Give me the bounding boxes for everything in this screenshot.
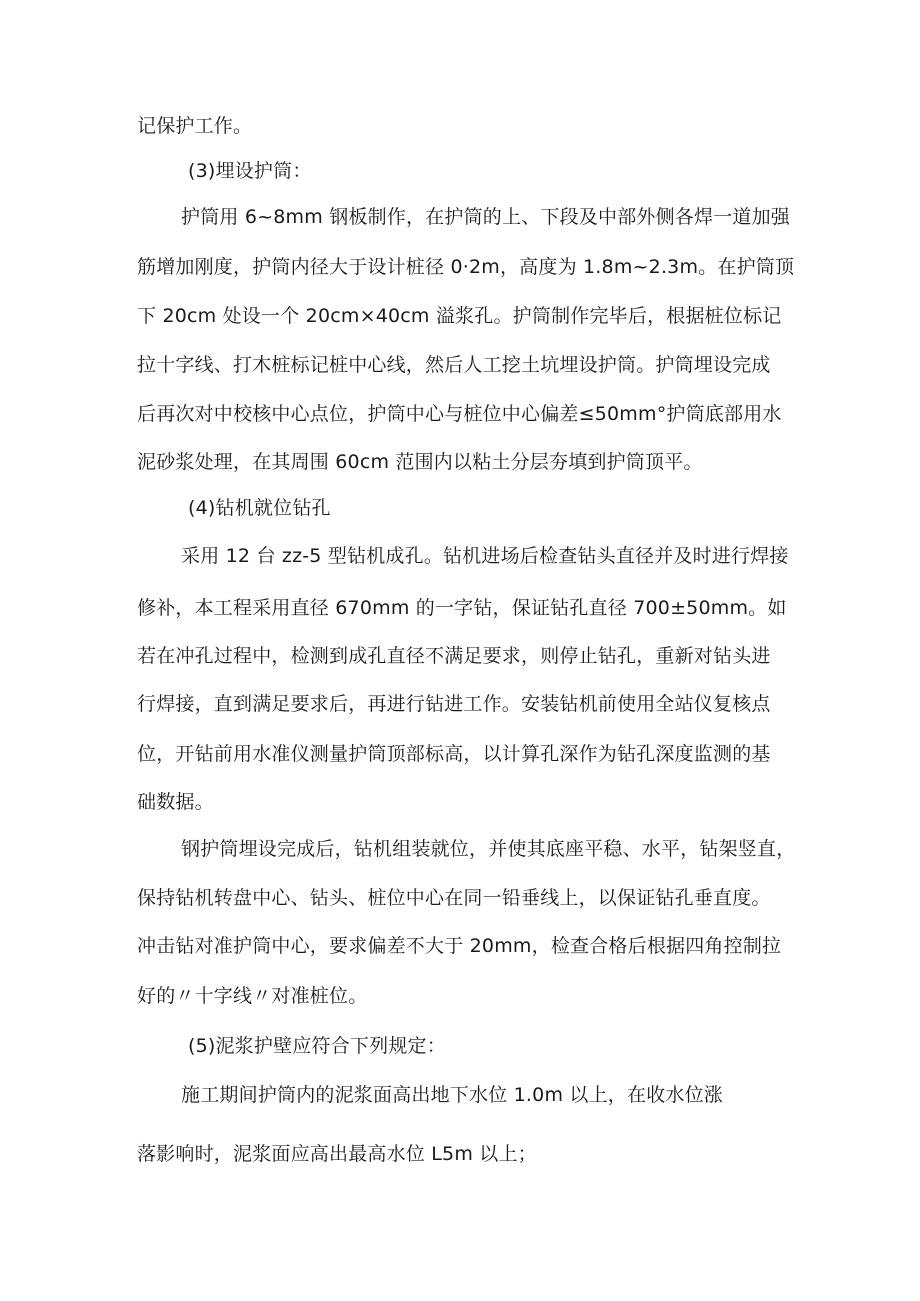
section-heading-3: (3)埋设护筒： (188, 160, 312, 182)
text-line: 下 20cm 处设一个 20cm×40cm 溢浆孔。护筒制作完毕后，根据桩位标记 (137, 305, 782, 327)
text-line: 修补，本工程采用直径 670mm 的一字钻，保证钻孔直径 700±50mm。如 (137, 597, 787, 619)
text-line: 泥砂浆处理，在其周围 60cm 范围内以粘土分层夯填到护筒顶平。 (137, 451, 703, 473)
text-line: 记保护工作。 (137, 115, 253, 137)
text-line: 拉十字线、打木桩标记桩中心线，然后人工挖土坑埋设护筒。护筒埋设完成 (137, 354, 771, 376)
text-line: 保持钻机转盘中心、钻头、桩位中心在同一铅垂线上，以保证钻孔垂直度。 (137, 887, 771, 909)
text-line: 冲击钻对准护筒中心，要求偏差不大于 20mm，检查合格后根据四角控制拉 (137, 935, 782, 957)
text-line: 若在冲孔过程中，检测到成孔直径不满足要求，则停止钻孔，重新对钻头进 (137, 645, 771, 667)
text-line: 采用 12 台 zz-5 型钻机成孔。钻机进场后检查钻头直径并及时进行焊接 (181, 545, 789, 567)
text-line: 础数据。 (137, 791, 214, 813)
text-line: 落影响时，泥浆面应高出最高水位 L5m 以上； (137, 1143, 537, 1165)
text-line: 筋增加刚度，护筒内径大于设计桩径 0·2m，高度为 1.8m~2.3m。在护筒顶 (137, 256, 795, 278)
text-line: 施工期间护筒内的泥浆面高出地下水位 1.0m 以上，在收水位涨 (181, 1084, 724, 1106)
section-heading-5: (5)泥浆护壁应符合下列规定： (188, 1035, 446, 1057)
text-line: 钢护筒埋设完成后，钻机组装就位，并使其底座平稳、水平，钻架竖直， (181, 838, 796, 860)
text-line: 后再次对中校核中心点位，护筒中心与桩位中心偏差≤50mm°护筒底部用水 (137, 403, 782, 425)
text-line: 护筒用 6~8mm 钢板制作，在护筒的上、下段及中部外侧各焊一道加强 (181, 206, 790, 228)
text-line: 行焊接，直到满足要求后，再进行钻进工作。安装钻机前使用全站仪复核点 (137, 693, 771, 715)
text-line: 位，开钻前用水准仪测量护筒顶部标高，以计算孔深作为钻孔深度监测的基 (137, 743, 771, 765)
text-line: 好的〃十字线〃对准桩位。 (137, 985, 368, 1007)
section-heading-4: (4)钻机就位钻孔 (188, 497, 331, 519)
